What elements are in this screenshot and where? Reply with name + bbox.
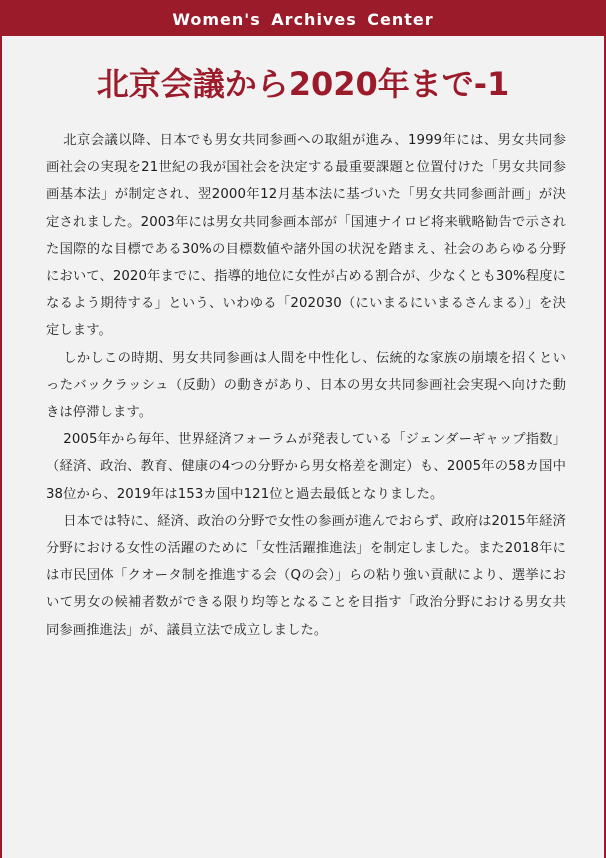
- body-text: [46, 127, 566, 644]
- paragraph-3: 2005年から毎年、世界経済フォーラムが発表している「ジェンダーギャップ指数」（経済、政治、教育、健康の4つの分野から男女格差を測定）も、2005年の58カ国中38位から、2019年は153カ国中121位と過去最低となりました。: [46, 432, 566, 502]
- paragraph-1: 北京会議以降、日本でも男女共同参画への取組が進み、1999年には、男女共同参画社会の実現を21世紀の我が国社会を決定する最重要課題と位置付けた「男女共同参画基本法」が制定され、翌2000年12月基本法に基づいた「男女共同参画計画」が決定されました。2003年には男女共同参画本部が「国連ナイロビ将来戦略勧告で示された国際的な目標である30%の目標数値や諸外国の状況を踏まえ、社会のあらゆる分野において、2020年までに、指導的地位に女性が占める割合が、少なくとも30%程度になるよう期待する」という、いわゆる「202030（にいまるにいまるさんまる）」を決定します。: [46, 133, 566, 339]
- page-title: 北京会議から2020年まで-1: [96, 65, 510, 103]
- paragraph-2: しかしこの時期、男女共同参画は人間を中性化し、伝統的な家族の崩壊を招くといったバックラッシュ（反動）の動きがあり、日本の男女共同参画社会実現へ向けた動きは停滞します。: [46, 350, 566, 421]
- paragraph-4: 日本では特に、経済、政治の分野で女性の参画が進んでおらず、政府は2015年経済分野における女性の活躍のために「女性活躍推進法」を制定しました。また2018年には市民団体「クオータ制を推進する会（Qの会）」らの粘り強い貢献により、選挙において男女の候補者数ができる限り均等となることを目指す「政治分野における男女共同参画推進法」が、議員立法で成立しました。: [46, 513, 566, 638]
- header-bar: [2, 0, 604, 36]
- header-title: Women's Archives Center: [172, 9, 434, 29]
